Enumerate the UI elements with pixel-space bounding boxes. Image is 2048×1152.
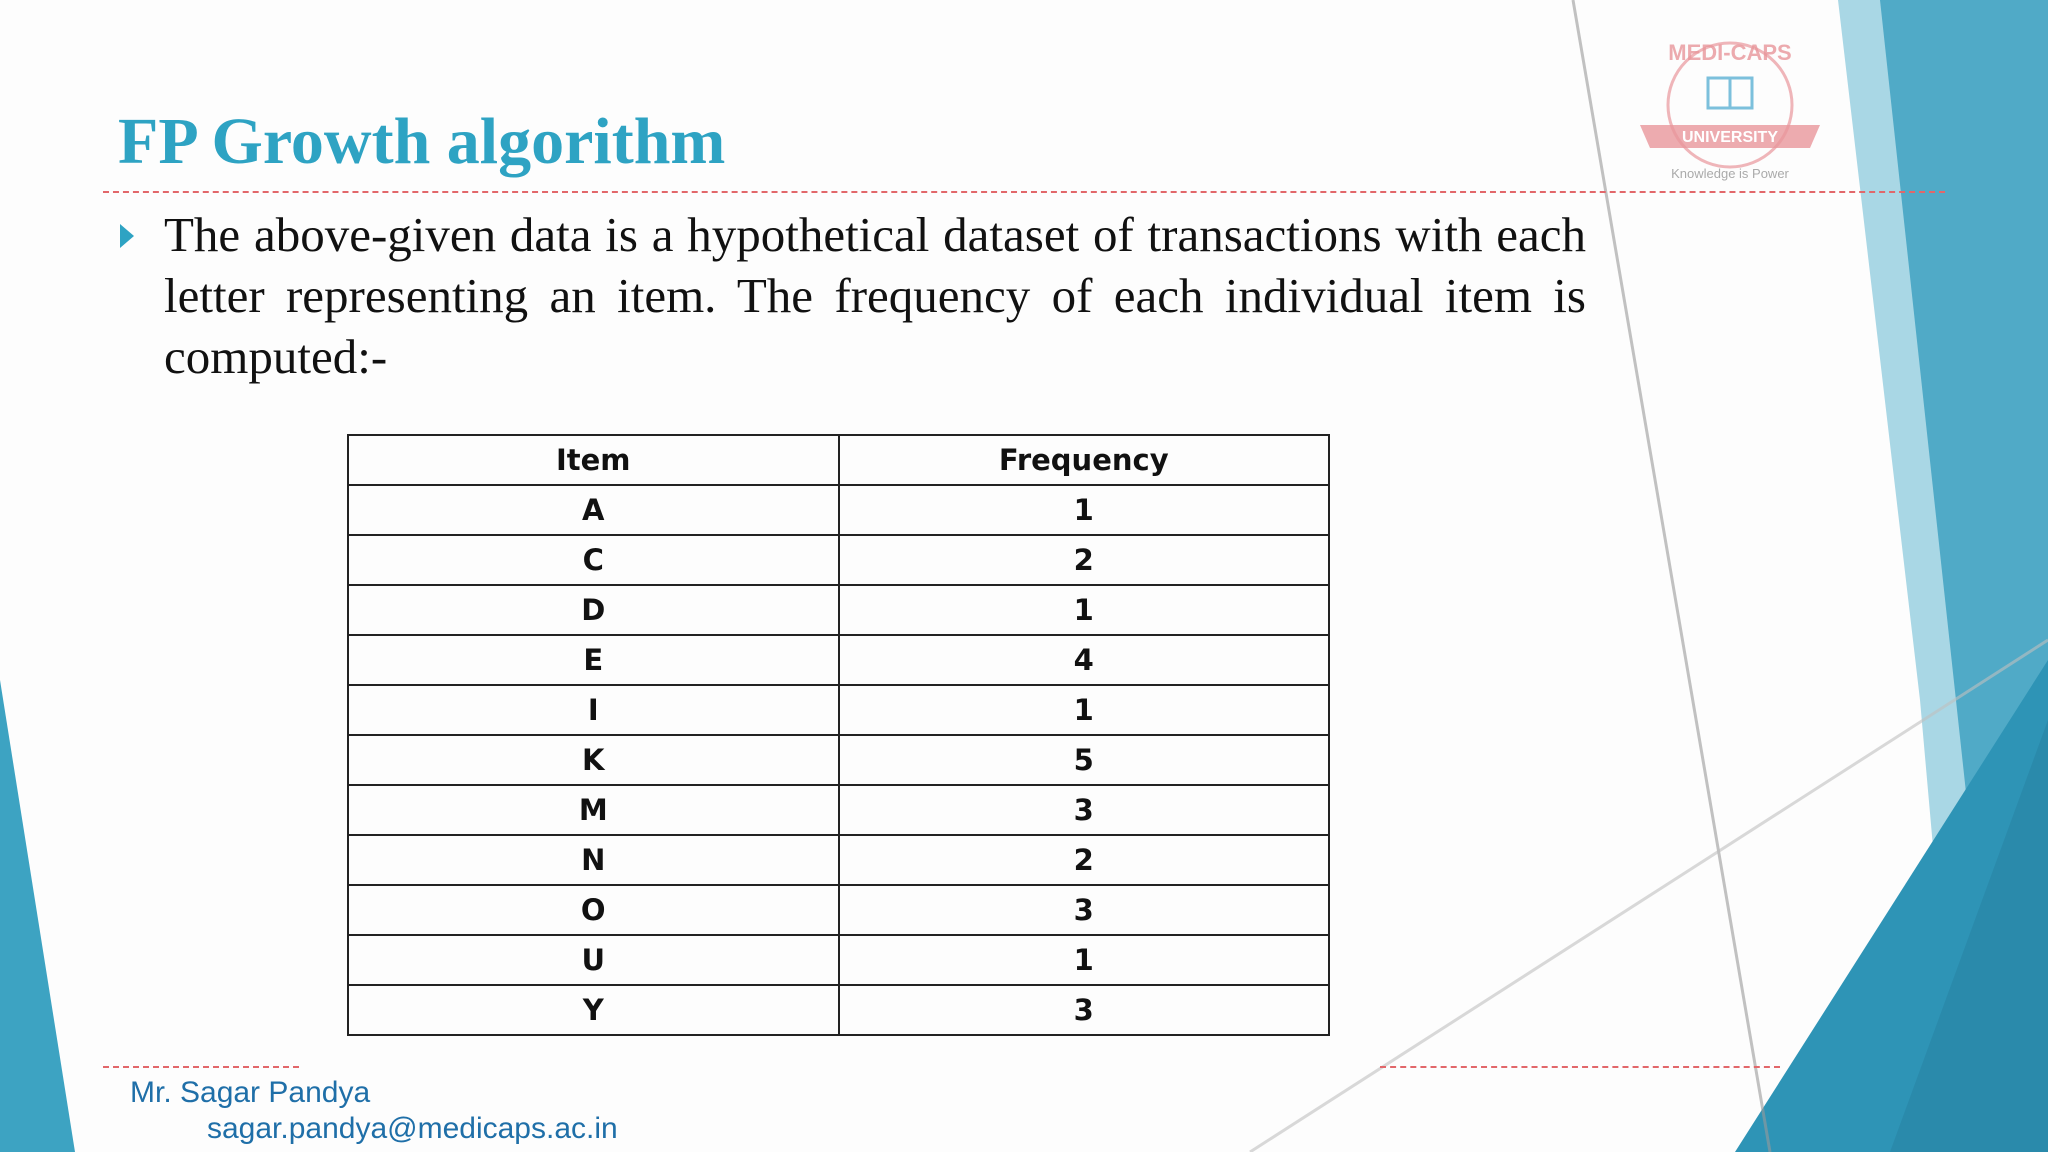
footer-divider-left bbox=[103, 1066, 299, 1068]
footer-divider-right bbox=[1380, 1066, 1780, 1068]
frequency-cell: 1 bbox=[839, 685, 1330, 735]
item-cell: I bbox=[348, 685, 839, 735]
item-cell: O bbox=[348, 885, 839, 935]
frequency-cell: 3 bbox=[839, 785, 1330, 835]
item-cell: Y bbox=[348, 985, 839, 1035]
logo-name-text: MEDI-CAPS bbox=[1668, 40, 1792, 65]
item-cell: M bbox=[348, 785, 839, 835]
left-teal-triangle bbox=[0, 680, 75, 1152]
logo-tagline-text: Knowledge is Power bbox=[1671, 166, 1789, 181]
frequency-cell: 4 bbox=[839, 635, 1330, 685]
table-row bbox=[348, 535, 1329, 585]
title-divider bbox=[103, 191, 1945, 193]
table-row bbox=[348, 785, 1329, 835]
item-cell: D bbox=[348, 585, 839, 635]
table-row bbox=[348, 485, 1329, 535]
footer-author: Mr. Sagar Pandya bbox=[130, 1076, 371, 1109]
table-row bbox=[348, 885, 1329, 935]
frequency-cell: 3 bbox=[839, 885, 1330, 935]
header-frequency: Frequency bbox=[839, 435, 1330, 485]
frequency-cell: 2 bbox=[839, 835, 1330, 885]
frequency-cell: 1 bbox=[839, 585, 1330, 635]
item-cell: A bbox=[348, 485, 839, 535]
table-row bbox=[348, 735, 1329, 785]
frequency-table bbox=[347, 434, 1330, 1036]
item-cell: N bbox=[348, 835, 839, 885]
frequency-cell: 1 bbox=[839, 935, 1330, 985]
table-row bbox=[348, 985, 1329, 1035]
bullet-arrow-icon bbox=[120, 224, 134, 248]
item-cell: K bbox=[348, 735, 839, 785]
logo-banner-text: UNIVERSITY bbox=[1681, 129, 1779, 146]
item-cell: E bbox=[348, 635, 839, 685]
bullet-text: The above-given data is a hypothetical dataset of transactions with each letter representing an item. The frequency of each individual item is computed:- bbox=[164, 207, 1586, 384]
item-cell: C bbox=[348, 535, 839, 585]
frequency-cell: 3 bbox=[839, 985, 1330, 1035]
frequency-cell: 1 bbox=[839, 485, 1330, 535]
table-row bbox=[348, 585, 1329, 635]
table-header-row bbox=[348, 435, 1329, 485]
frequency-cell: 5 bbox=[839, 735, 1330, 785]
table-row bbox=[348, 685, 1329, 735]
medicaps-logo bbox=[1620, 30, 1840, 195]
table-row bbox=[348, 935, 1329, 985]
table-row bbox=[348, 835, 1329, 885]
header-item: Item bbox=[348, 435, 839, 485]
table-row bbox=[348, 635, 1329, 685]
footer-email: sagar.pandya@medicaps.ac.in bbox=[207, 1112, 618, 1145]
slide-title: FP Growth algorithm bbox=[118, 105, 726, 178]
frequency-cell: 2 bbox=[839, 535, 1330, 585]
item-cell: U bbox=[348, 935, 839, 985]
